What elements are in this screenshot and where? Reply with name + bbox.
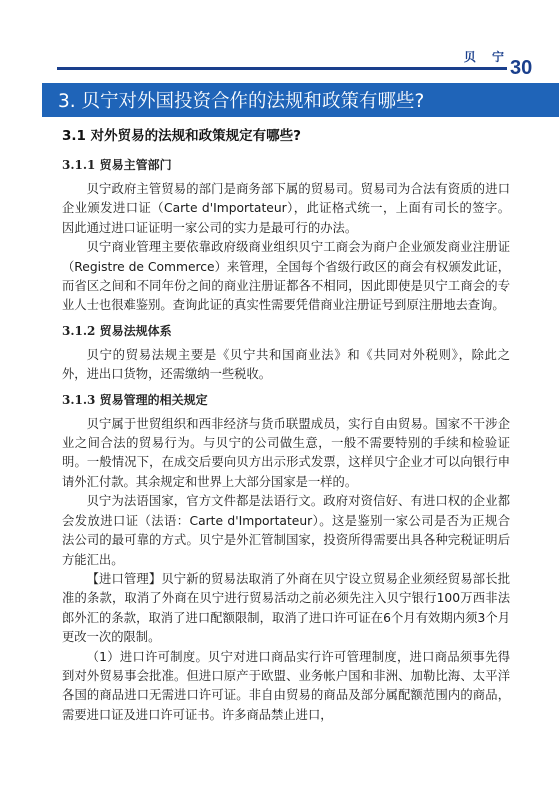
subsection-trade-regulations bbox=[62, 391, 510, 726]
section-title: 3.1 对外贸易的法规和政策规定有哪些? bbox=[62, 128, 301, 144]
chapter-title: 3. 贝宁对外国投资合作的法规和政策有哪些? bbox=[58, 91, 425, 112]
paragraph: 贝宁为法语国家，官方文件都是法语行文。政府对资信好、有进口权的企业都会发放进口证（法语：Carte d'Importateur）。这是鉴别一家公司是否为正规合法公司的最可靠的方式。贝宁是外汇管制国家，投资所得需要出具各种完税证明后方能汇出。 bbox=[62, 494, 510, 567]
paragraph: 贝宁政府主管贸易的部门是商务部下属的贸易司。贸易司为合法有资质的进口企业颁发进口证（Carte d'Importateur），此证格式统一，上面有司长的签字。因此通过进口证证明一家公司的实力是最可行的办法。 bbox=[62, 182, 510, 235]
subsection-trade-law-system bbox=[62, 322, 510, 385]
paragraph: （1）进口许可制度。贝宁对进口商品实行许可管理制度，进口商品须事先得到对外贸易事会批准。但进口原产于欧盟、业务帐户国和非洲、加勒比海、太平洋各国的商品进口无需进口许可证。非自由贸易的商品及部分属配额范围内的商品，需要进口证及进口许可证书。许多商品禁止进口， bbox=[62, 649, 510, 722]
subsection-title: 3.1.2 贸易法规体系 bbox=[62, 323, 172, 338]
subsection-title: 3.1.1 贸易主管部门 bbox=[62, 158, 172, 172]
subsection-title: 3.1.3 贸易管理的相关规定 bbox=[62, 392, 208, 407]
header-divider bbox=[57, 67, 507, 70]
header-country-name: 贝 宁 bbox=[463, 50, 510, 64]
page-number: 30 bbox=[510, 57, 533, 79]
paragraph: 贝宁的贸易法规主要是《贝宁共和国商业法》和《共同对外税则》，除此之外，进出口货物，还需缴纳一些税收。 bbox=[62, 347, 510, 382]
main-content bbox=[62, 126, 510, 725]
paragraph: 贝宁属于世贸组织和西非经济与货币联盟成员，实行自由贸易。国家不干涉企业之间合法的贸易行为。与贝宁的公司做生意，一般不需要特别的手续和检验证明。一般情况下，在成交后要向贝方出示形式发票，这样贝宁企业才可以向银行申请外汇付款。其余规定和世界上大部分国家是一样的。 bbox=[62, 416, 510, 489]
paragraph: 【进口管理】贝宁新的贸易法取消了外商在贝宁设立贸易企业须经贸易部长批准的条款，取消了外商在贝宁进行贸易活动之前必须先注入贝宁银行100万西非法郎外汇的条款，取消了进口配额限制，取消了进口许可证在6个月有效期内须3个月更改一次的限制。 bbox=[62, 571, 510, 645]
chapter-banner bbox=[42, 83, 559, 117]
subsection-trade-authority bbox=[62, 156, 510, 316]
paragraph: 贝宁商业管理主要依靠政府级商业组织贝宁工商会为商户企业颁发商业注册证（Registre de Commerce）来管理，全国每个省级行政区的商会有权颁发此证，而省区之间和不同年份之间的商业注册证都各不相同，因此即使是贝宁工商会的专业人士也很难鉴别。查询此证的真实性需要凭借商业注册证号到原注册地去查询。 bbox=[62, 240, 510, 313]
